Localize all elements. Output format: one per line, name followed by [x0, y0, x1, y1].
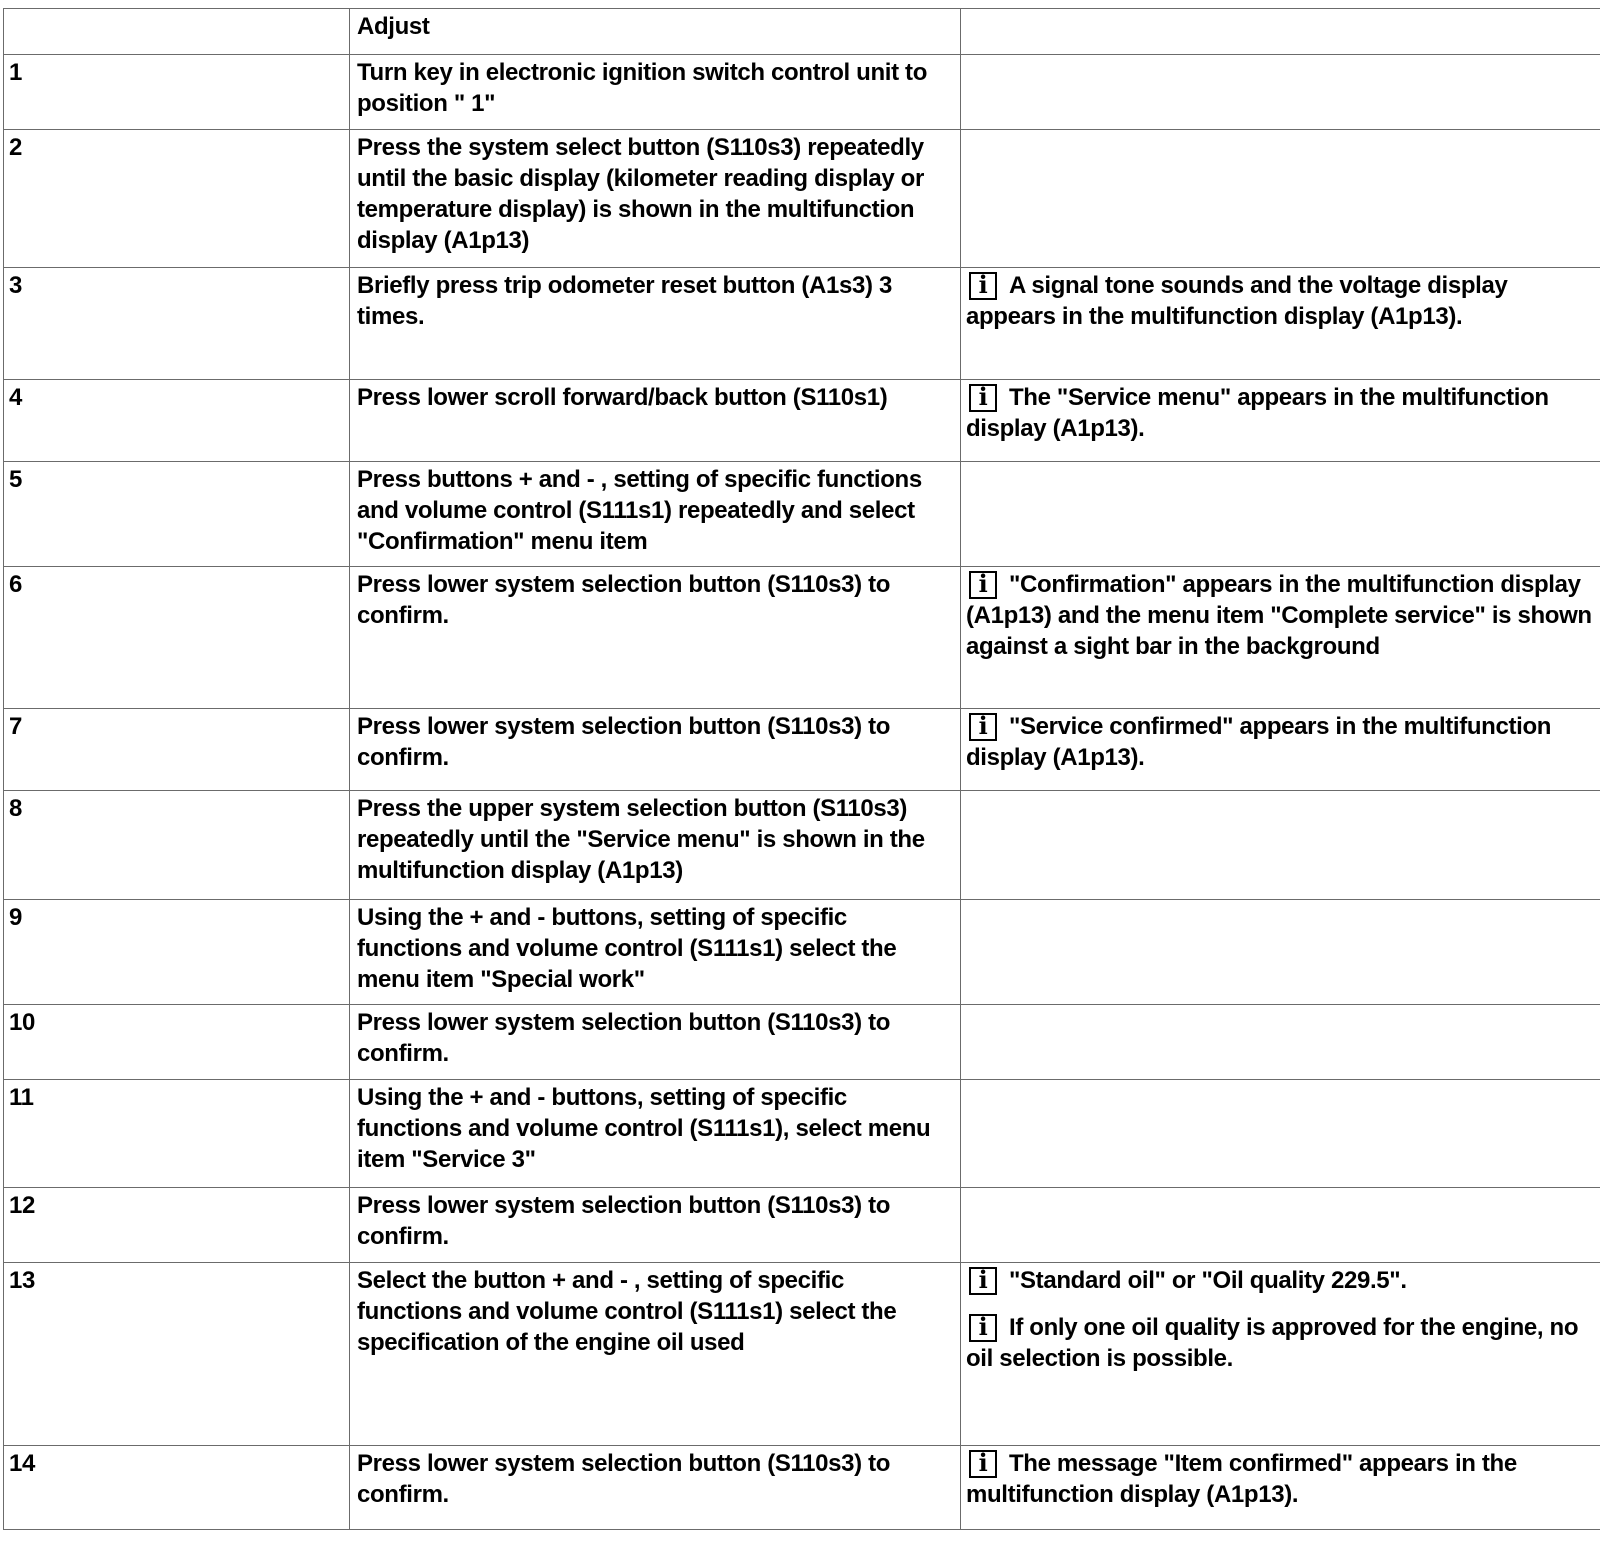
step-number: 13	[4, 1263, 350, 1446]
step-action: Press lower system selection button (S110s3) to confirm.	[350, 1005, 961, 1080]
table-row	[4, 567, 1600, 709]
step-note-cell	[961, 791, 1600, 900]
note-text: The "Service menu" appears in the multifunction display (A1p13).	[966, 384, 1549, 442]
info-icon: i	[969, 571, 997, 599]
step-note-cell	[961, 900, 1600, 1005]
step-number: 6	[4, 567, 350, 709]
step-number: 9	[4, 900, 350, 1005]
note-text: A signal tone sounds and the voltage display appears in the multifunction display (A1p13).	[966, 272, 1508, 330]
step-number: 11	[4, 1080, 350, 1188]
step-note-cell	[961, 1188, 1600, 1263]
note-text: The message "Item confirmed" appears in the multifunction display (A1p13).	[966, 1450, 1517, 1508]
table-row	[4, 55, 1600, 130]
step-number: 5	[4, 462, 350, 567]
note-text: "Standard oil" or "Oil quality 229.5".	[1009, 1267, 1407, 1294]
info-icon: i	[969, 713, 997, 741]
note-line	[966, 270, 1596, 332]
note-text: "Service confirmed" appears in the multifunction display (A1p13).	[966, 713, 1552, 771]
step-action: Briefly press trip odometer reset button (A1s3) 3 times.	[350, 268, 961, 380]
table-row	[4, 1446, 1600, 1530]
step-action: Press lower scroll forward/back button (S110s1)	[350, 380, 961, 462]
step-action: Press buttons + and - , setting of specific functions and volume control (S111s1) repeatedly and select "Confirmation" menu item	[350, 462, 961, 567]
note-line	[966, 569, 1596, 662]
step-number: 8	[4, 791, 350, 900]
step-action: Press the system select button (S110s3) repeatedly until the basic display (kilometer reading display or temperature display) is shown in the multifunction display (A1p13)	[350, 130, 961, 268]
step-action: Press the upper system selection button (S110s3) repeatedly until the "Service menu" is shown in the multifunction display (A1p13)	[350, 791, 961, 900]
step-note-cell	[961, 1080, 1600, 1188]
step-number: 12	[4, 1188, 350, 1263]
info-icon: i	[969, 272, 997, 300]
header-notes	[961, 9, 1600, 55]
table-header-row	[4, 9, 1600, 55]
table-row	[4, 1080, 1600, 1188]
step-action: Press lower system selection button (S110s3) to confirm.	[350, 1188, 961, 1263]
info-icon: i	[969, 1267, 997, 1295]
note-text: If only one oil quality is approved for the engine, no oil selection is possible.	[966, 1314, 1579, 1372]
table-row	[4, 1005, 1600, 1080]
table-row	[4, 380, 1600, 462]
step-number: 4	[4, 380, 350, 462]
step-note-cell	[961, 380, 1600, 462]
header-adjust: Adjust	[350, 9, 961, 55]
step-note-cell	[961, 1005, 1600, 1080]
step-note-cell	[961, 130, 1600, 268]
step-number: 3	[4, 268, 350, 380]
header-step	[4, 9, 350, 55]
procedure-table	[3, 8, 1600, 1530]
note-line	[966, 1265, 1596, 1296]
step-number: 14	[4, 1446, 350, 1530]
step-action: Using the + and - buttons, setting of specific functions and volume control (S111s1), select menu item "Service 3"	[350, 1080, 961, 1188]
step-note-cell	[961, 55, 1600, 130]
step-note-cell	[961, 268, 1600, 380]
step-number: 7	[4, 709, 350, 791]
step-action: Press lower system selection button (S110s3) to confirm.	[350, 1446, 961, 1530]
step-note-cell	[961, 567, 1600, 709]
step-note-cell	[961, 709, 1600, 791]
note-line	[966, 382, 1596, 444]
step-note-cell	[961, 1446, 1600, 1530]
table-row	[4, 130, 1600, 268]
note-line	[966, 1448, 1596, 1510]
table-row	[4, 1263, 1600, 1446]
info-icon: i	[969, 1314, 997, 1342]
table-row	[4, 1188, 1600, 1263]
table-row	[4, 900, 1600, 1005]
step-number: 1	[4, 55, 350, 130]
step-note-cell	[961, 462, 1600, 567]
step-action: Turn key in electronic ignition switch control unit to position " 1"	[350, 55, 961, 130]
step-number: 2	[4, 130, 350, 268]
info-icon: i	[969, 384, 997, 412]
step-action: Select the button + and - , setting of specific functions and volume control (S111s1) select the specification of the engine oil used	[350, 1263, 961, 1446]
note-line	[966, 711, 1596, 773]
step-number: 10	[4, 1005, 350, 1080]
note-line	[966, 1312, 1596, 1374]
table-row	[4, 462, 1600, 567]
step-action: Using the + and - buttons, setting of specific functions and volume control (S111s1) select the menu item "Special work"	[350, 900, 961, 1005]
step-action: Press lower system selection button (S110s3) to confirm.	[350, 567, 961, 709]
info-icon: i	[969, 1450, 997, 1478]
table-row	[4, 268, 1600, 380]
table-row	[4, 791, 1600, 900]
table-row	[4, 709, 1600, 791]
step-note-cell	[961, 1263, 1600, 1446]
step-action: Press lower system selection button (S110s3) to confirm.	[350, 709, 961, 791]
note-text: "Confirmation" appears in the multifunction display (A1p13) and the menu item "Complete service" is shown against a sight bar in the background	[966, 571, 1592, 660]
